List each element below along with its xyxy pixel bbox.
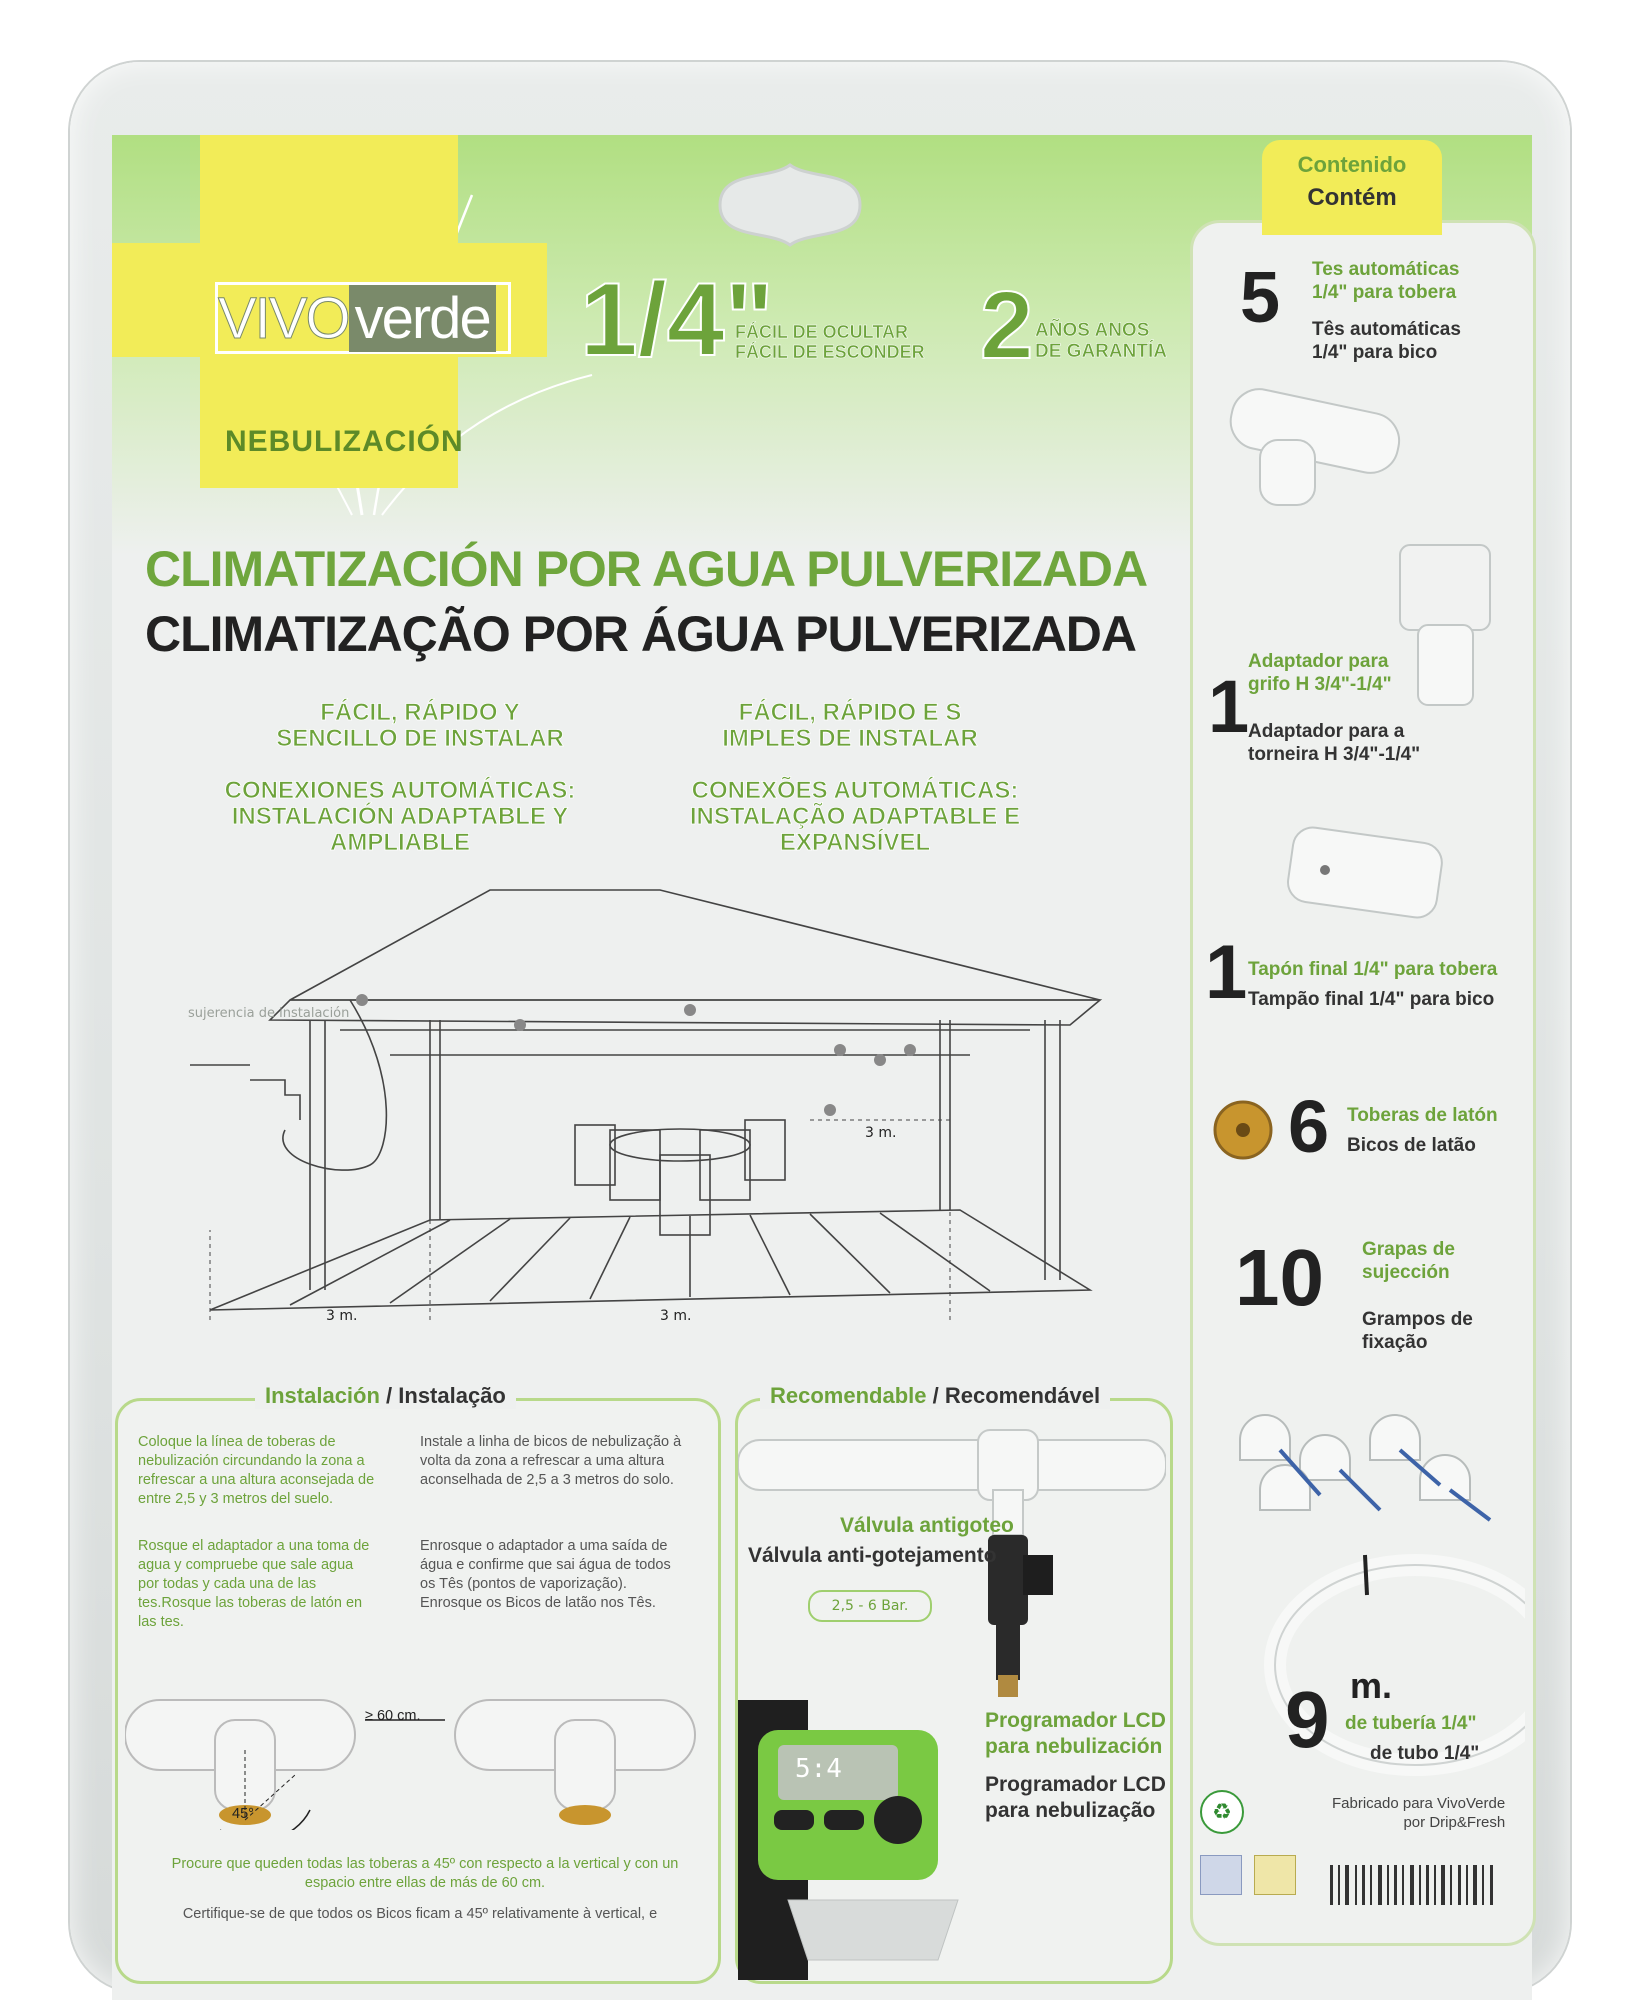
dimension-front: 3 m. xyxy=(660,1308,692,1324)
tee-fitting-image xyxy=(1210,380,1410,510)
end-plug-image xyxy=(1280,820,1450,930)
pressure-badge: 2,5 - 6 Bar. xyxy=(808,1590,932,1622)
dimension-height: 3 m. xyxy=(865,1125,897,1141)
install-note-pt: Certifique-se de que todos os Bicos ficam a 45º relativamente à vertical, e xyxy=(182,1906,658,1922)
installation-hint: sujerencia de instalación xyxy=(188,1006,350,1021)
contents-qty-tees: 5 xyxy=(1240,258,1281,338)
barcode-icon xyxy=(1320,1860,1520,1910)
valve-label-pt: Válvula anti-gotejamento xyxy=(748,1544,997,1567)
contents-tees-es: Tes automáticas 1/4" para tobera xyxy=(1312,259,1460,303)
brand-name-part2: verde xyxy=(349,285,496,352)
contents-qty-tube: 9 xyxy=(1285,1675,1330,1764)
install-es-step1: Coloque la línea de toberas de nebulización circundando la zona a refrescar a una altura aconsejada de entre 2,5 y 3 metros del suelo. xyxy=(138,1434,375,1507)
contents-qty-plug: 1 xyxy=(1205,930,1248,1015)
install-es-step2: Rosque el adaptador a una toma de agua y compruebe que sale agua por todas y cada una de las tes.Rosque las toberas de latón en las tes. xyxy=(138,1538,370,1630)
contents-clips-pt: Grampos de fixação xyxy=(1362,1309,1473,1353)
feature-easy-es: FÁCIL, RÁPIDO Y SENCILLO DE INSTALAR xyxy=(276,699,564,752)
warranty-badge-sub: AÑOS ANOS DE GARANTÍA xyxy=(1035,320,1167,362)
nozzle-angle: 45° xyxy=(232,1806,254,1822)
contents-adapter-pt: Adaptador para a torneira H 3/4"-1/4" xyxy=(1248,721,1421,765)
contents-tube-es: de tubería 1/4" xyxy=(1345,1713,1477,1734)
valve-label-es: Válvula antigoteo xyxy=(840,1514,1014,1537)
timer-label-pt: Programador LCD para nebulização xyxy=(985,1773,1166,1822)
install-pt-step1: Instale a linha de bicos de nebulização à volta da zona a refrescar a uma altura aconselhada de 2,5 a 3 metros do solo. xyxy=(420,1434,682,1488)
feature-easy-pt: FÁCIL, RÁPIDO E S IMPLES DE INSTALAR xyxy=(722,699,978,752)
brand-logo xyxy=(215,282,511,354)
lcd-display: 5:4 xyxy=(795,1754,842,1784)
recycling-marks xyxy=(1200,1855,1300,1895)
brand-name-part1: VIVO xyxy=(218,285,349,351)
manufacturer: Fabricado para VivoVerde por Drip&Fresh xyxy=(1332,1795,1506,1831)
nozzle-spacing: ≥ 60 cm. xyxy=(365,1708,421,1724)
recycle-mark-icon xyxy=(1200,1855,1242,1895)
feature-auto-es: CONEXIONES AUTOMÁTICAS: INSTALACIÓN ADAPTABLE Y AMPLIABLE xyxy=(224,777,576,856)
install-pt-step2: Enrosque o adaptador a uma saída de água e confirme que sai água de todos os Tês (pontos de vaporização). Enrosque os Bicos de latão nos Tês. xyxy=(420,1538,671,1611)
contents-tube-unit: m. xyxy=(1350,1665,1393,1706)
product-line: NEBULIZACIÓN xyxy=(225,425,464,458)
fixing-clips-image xyxy=(1220,1380,1520,1530)
size-badge-sub: FÁCIL DE OCULTAR FÁCIL DE ESCONDER xyxy=(735,322,925,362)
recommended-products-image xyxy=(738,1420,1166,1980)
install-note-es: Procure que queden todas las toberas a 45º con respecto a la vertical y con un espacio entre ellas de más de 60 cm. xyxy=(171,1856,679,1891)
hanging-hole-icon xyxy=(690,150,890,260)
contents-plug-pt: Tampão final 1/4" para bico xyxy=(1248,989,1495,1010)
contents-tees-pt: Tês automáticas 1/4" para bico xyxy=(1312,319,1461,363)
contents-qty-adapter: 1 xyxy=(1208,665,1250,748)
recycle-icon: ♻ xyxy=(1200,1790,1244,1834)
headline-es: CLIMATIZACIÓN POR AGUA PULVERIZADA xyxy=(145,541,1148,597)
tap-adapter-image xyxy=(1390,535,1500,710)
feature-auto-pt: CONEXÕES AUTOMÁTICAS: INSTALAÇÃO ADAPTABLE E EXPANSÍVEL xyxy=(689,777,1021,856)
contents-nozzles-es: Toberas de latón xyxy=(1347,1105,1498,1126)
contents-nozzles-pt: Bicos de latão xyxy=(1347,1135,1476,1156)
dimension-left: 3 m. xyxy=(326,1308,358,1324)
size-badge: 1/4" xyxy=(580,262,774,378)
warranty-badge: 2 xyxy=(980,272,1034,379)
contents-adapter-es: Adaptador para grifo H 3/4"-1/4" xyxy=(1248,651,1392,695)
contents-plug-es: Tapón final 1/4" para tobera xyxy=(1248,959,1498,980)
nozzle-spacing-diagram xyxy=(125,1680,705,1830)
recommended-title: Recomendable / Recomendável xyxy=(760,1383,1110,1409)
timer-label-es: Programador LCD para nebulización xyxy=(985,1709,1166,1758)
contents-tube-pt: de tubo 1/4" xyxy=(1370,1743,1480,1764)
contents-qty-nozzles: 6 xyxy=(1288,1085,1330,1168)
recycle-mark-icon xyxy=(1254,1855,1296,1895)
brass-nozzle-image xyxy=(1208,1095,1278,1165)
headline-pt: CLIMATIZAÇÃO POR ÁGUA PULVERIZADA xyxy=(145,606,1137,662)
contents-qty-clips: 10 xyxy=(1235,1233,1324,1322)
pergola-diagram xyxy=(190,880,1110,1340)
contents-title: Contenido Contém xyxy=(1262,140,1442,235)
contents-clips-es: Grapas de sujección xyxy=(1362,1239,1455,1283)
installation-title: Instalación / Instalação xyxy=(255,1383,516,1409)
